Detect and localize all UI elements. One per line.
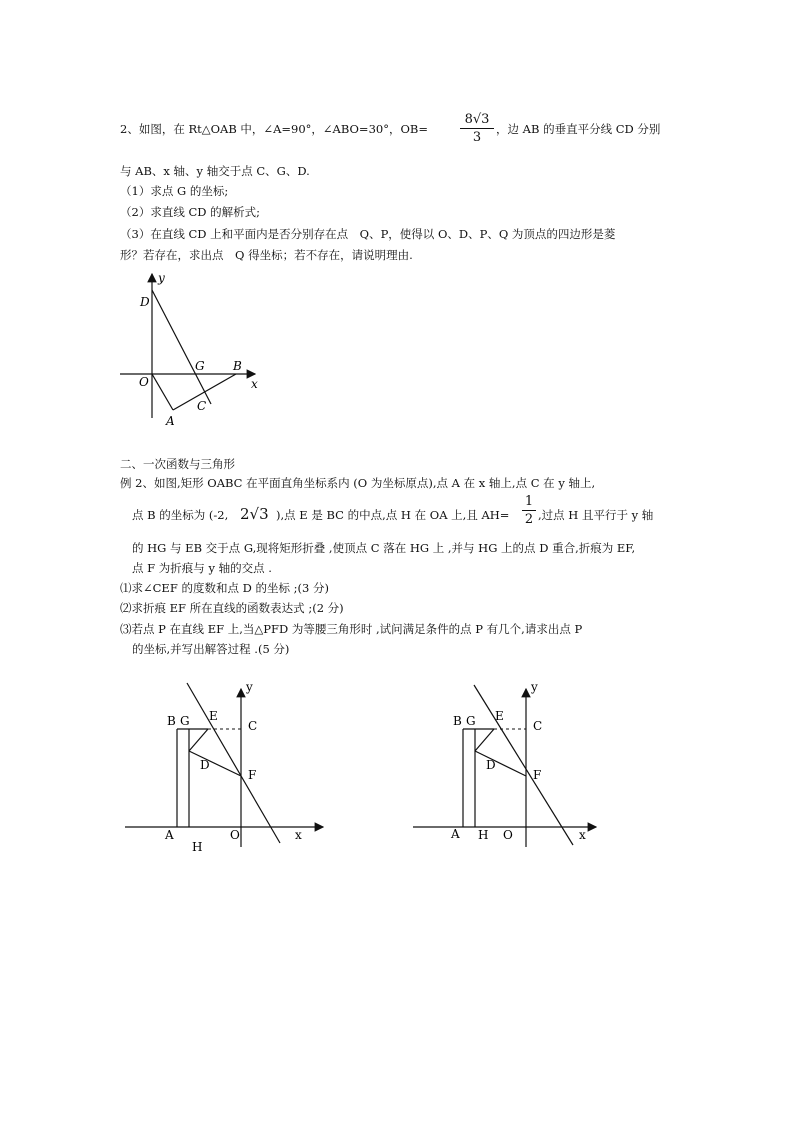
figure2-segment-ED (189, 729, 208, 751)
figure1-label-O: O (139, 375, 149, 389)
figure3-label-O: O (503, 828, 513, 842)
figure3-label-D: D (486, 758, 496, 772)
figure2-label-x: x (295, 828, 302, 842)
fraction-denominator: 2 (524, 512, 534, 527)
figure2-label-C: C (248, 719, 258, 733)
problem2-line2: 与 AB、x 轴、y 轴交于点 C、G、D. (120, 164, 310, 178)
figure3-label-x: x (579, 828, 586, 842)
fraction-numerator: 8√3 (464, 112, 490, 127)
figure2-label-B: B (167, 714, 176, 728)
example2-line3: 的 HG 与 EB 交于点 G,现将矩形折叠 ,使顶点 C 落在 HG 上 ,并与 HG 上的点 D 重合,折痕为 EF, (132, 541, 636, 555)
fraction-denominator: 3 (472, 130, 482, 145)
figure2-label-O: O (230, 828, 240, 842)
figure2-label-A: A (165, 828, 174, 842)
figure2-label-H: H (192, 840, 203, 854)
problem2-question1: （1）求点 G 的坐标; (120, 184, 229, 198)
figure3-label-H: H (478, 828, 489, 842)
figure3-segment-ED (475, 729, 494, 751)
example2-line1: 例 2、如图,矩形 OABC 在平面直角坐标系内 (O 为坐标原点),点 A 在 x 轴上,点 C 在 y 轴上, (120, 476, 596, 490)
example2-line2-b: ),点 E 是 BC 的中点,点 H 在 OA 上,且 AH= (276, 508, 510, 522)
fraction-bar (460, 128, 494, 129)
example2-question2: ⑵求折痕 EF 所在直线的函数表达式 ;(2 分) (120, 601, 344, 615)
problem2-line1-b: ，边 AB 的垂直平分线 CD 分别 (496, 122, 661, 136)
figure1-label-D: D (140, 295, 150, 309)
example2-line2-a: 点 B 的坐标为 (-2, (132, 508, 229, 522)
figure2-label-F: F (248, 768, 257, 782)
figure3-label-y: y (531, 680, 538, 694)
figure3-rectangle-fold-diagram (408, 675, 618, 865)
problem2-question2: （2）求直线 CD 的解析式; (120, 205, 261, 219)
figure1-segment-OA (152, 374, 173, 410)
problem2-line1-a: 2、如图，在 Rt△OAB 中，∠A=90°，∠ABO=30°，OB= (120, 122, 428, 136)
figure2-rectangle-fold-diagram (120, 675, 330, 865)
figure1-label-A: A (166, 414, 175, 428)
example2-line4: 点 F 为折痕与 y 轴的交点 . (132, 561, 272, 575)
example2-question1: ⑴求∠CEF 的度数和点 D 的坐标 ;(3 分) (120, 581, 329, 595)
figure2-label-y: y (246, 680, 253, 694)
figure2-label-D: D (200, 758, 210, 772)
figure2-label-G: G (180, 714, 190, 728)
example2-question3-b: 的坐标,并写出解答过程 .(5 分) (132, 642, 290, 656)
problem2-fraction (460, 112, 494, 145)
example2-coordinate: 2√3 (240, 505, 269, 523)
figure3-label-E: E (495, 709, 504, 723)
fraction-bar (522, 510, 536, 511)
fraction-numerator: 1 (524, 494, 534, 509)
figure1-label-G: G (195, 359, 205, 373)
figure3-label-F: F (533, 768, 542, 782)
figure1-line-CD (152, 290, 211, 404)
figure3-label-C: C (533, 719, 543, 733)
section-title: 二、一次函数与三角形 (120, 457, 235, 471)
example2-line2-c: ,过点 H 且平行于 y 轴 (538, 508, 654, 522)
figure3-label-A: A (451, 827, 460, 841)
problem2-question3-a: （3）在直线 CD 上和平面内是否分别存在点 Q、P，使得以 O、D、P、Q 为顶点的四边形是菱 (120, 227, 616, 241)
figure3-label-B: B (453, 714, 462, 728)
figure1-triangle-diagram (115, 268, 275, 438)
figure1-label-x: x (251, 377, 258, 391)
figure1-label-C: C (197, 399, 207, 413)
figure3-label-G: G (466, 714, 476, 728)
figure2-label-E: E (209, 709, 218, 723)
example2-question3-a: ⑶若点 P 在直线 EF 上,当△PFD 为等腰三角形时 ,试问满足条件的点 P 有几个,请求出点 P (120, 622, 583, 636)
figure1-label-B: B (233, 359, 242, 373)
figure3-segment-DF (475, 751, 526, 776)
example2-fraction (522, 494, 536, 527)
figure1-label-y: y (158, 271, 165, 285)
problem2-question3-b: 形？若存在，求出点 Q 得坐标；若不存在，请说明理由. (120, 248, 413, 262)
